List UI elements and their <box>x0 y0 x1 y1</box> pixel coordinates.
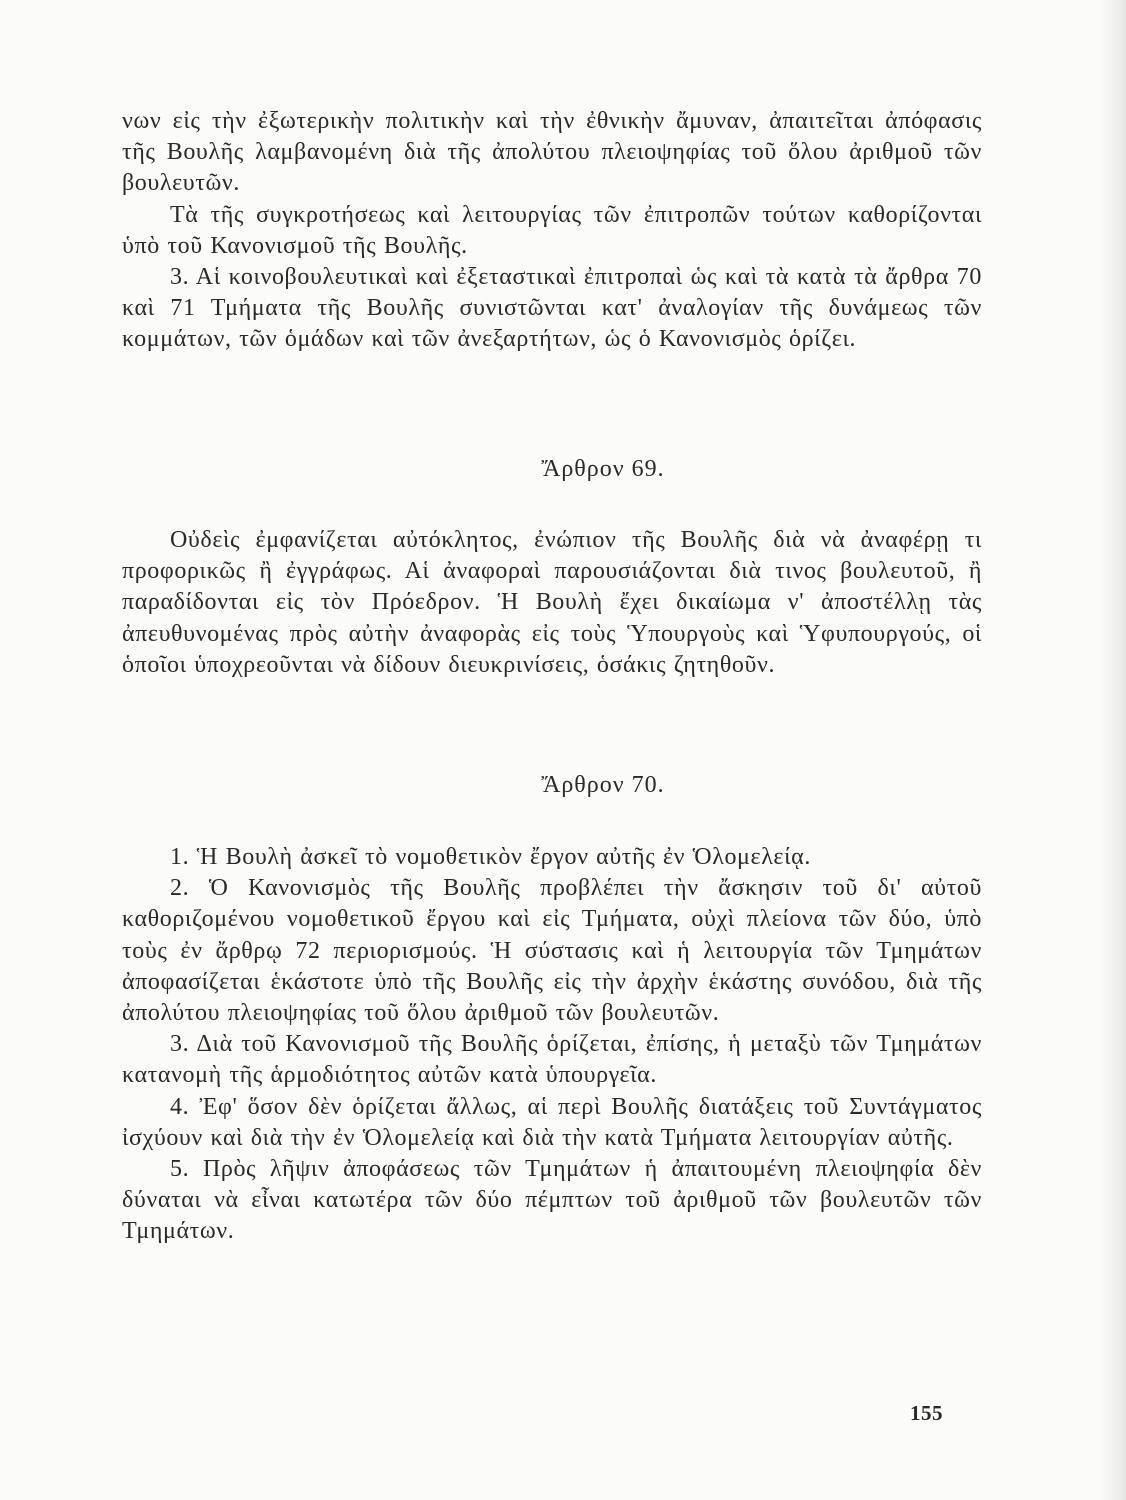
article-70-body <box>122 842 982 1248</box>
article-70-item-5: 5. Πρὸς λῆψιν ἀποφάσεως τῶν Τμημάτων ἡ ἀπαιτουμένη πλειοψηφία δὲν δύναται νὰ εἶναι κατωτέρα τῶν δύο πέμπτων τοῦ ἀριθμοῦ τῶν βουλευτῶν τῶν Τμημάτων. <box>122 1156 982 1245</box>
article-70-item-4: 4. Ἐφ' ὅσον δὲν ὁρίζεται ἄλλως, αἱ περὶ Βουλῆς διατάξεις τοῦ Συντάγματος ἰσχύουν καὶ διὰ τὴν ἐν Ὁλομελείᾳ καὶ διὰ τὴν κατὰ Τμήματα λειτουργίαν αὐτῆς. <box>122 1093 982 1151</box>
paragraph-item-3: 3. Αἱ κοινοβουλευτικαὶ καὶ ἐξεταστικαὶ ἐπιτροπαὶ ὡς καὶ τὰ κατὰ τὰ ἄρθρα 70 καὶ 71 Τμήματα τῆς Βουλῆς συνιστῶνται κατ' ἀναλογίαν τῆς δυνάμεως τῶν κομμάτων, τῶν ὁμάδων καὶ τῶν ἀνεξαρτήτων, ὡς ὁ Κανονισμὸς ὁρίζει. <box>122 264 982 353</box>
article-70-item-3: 3. Διὰ τοῦ Κανονισμοῦ τῆς Βουλῆς ὁρίζεται, ἐπίσης, ἡ μεταξὺ τῶν Τμημάτων κατανομὴ τῆς ἁρμοδιότητος αὐτῶν κατὰ ὑπουργεῖα. <box>122 1031 982 1089</box>
page-number: 155 <box>910 1401 943 1425</box>
paragraph-committees: Τὰ τῆς συγκροτήσεως καὶ λειτουργίας τῶν ἐπιτροπῶν τούτων καθορίζονται ὑπὸ τοῦ Κανονισμοῦ τῆς Βουλῆς. <box>122 201 982 259</box>
article-69-heading: Ἄρθρον 69. <box>541 456 665 482</box>
paragraph-continued: νων εἰς τὴν ἐξωτερικὴν πολιτικὴν καὶ τὴν ἐθνικὴν ἄμυναν, ἀπαιτεῖται ἀπόφασις τῆς Βουλῆς λαμβανομένη διὰ τῆς ἀπολύτου πλειοψηφίας τοῦ ὅλου ἀριθμοῦ τῶν βουλευτῶν. <box>122 108 982 197</box>
article-69-paragraph: Οὐδεὶς ἐμφανίζεται αὐτόκλητος, ἐνώπιον τῆς Βουλῆς διὰ νὰ ἀναφέρῃ τι προφορικῶς ἢ ἐγγράφως. Αἱ ἀναφοραὶ παρουσιάζονται διὰ τινος βουλευτοῦ, ἢ παραδίδονται εἰς τὸν Πρόεδρον. Ἡ Βουλὴ ἔχει δικαίωμα ν' ἀποστέλλῃ τὰς ἀπευθυνομένας πρὸς αὐτὴν ἀναφορὰς εἰς τοὺς Ὑπουργοὺς καὶ Ὑφυπουργούς, οἱ ὁποῖοι ὑποχρεοῦνται νὰ δίδουν διευκρινίσεις, ὁσάκις ζητηθοῦν. <box>122 527 982 678</box>
article-69-body <box>122 525 982 681</box>
page-edge-shadow <box>1100 0 1126 1500</box>
article-70-item-2: 2. Ὁ Κανονισμὸς τῆς Βουλῆς προβλέπει τὴν ἄσκησιν τοῦ δι' αὐτοῦ καθοριζομένου νομοθετικοῦ ἔργου καὶ εἰς Τμήματα, οὐχὶ πλείονα τῶν δύο, ὑπὸ τοὺς ἐν ἄρθρῳ 72 περιορισμούς. Ἡ σύστασις καὶ ἡ λειτουργία τῶν Τμημάτων ἀποφασίζεται ἑκάστοτε ὑπὸ τῆς Βουλῆς εἰς τὴν ἀρχὴν ἑκάστης συνόδου, διὰ τῆς ἀπολύτου πλειοψηφίας τοῦ ὅλου ἀριθμοῦ τῶν βουλευτῶν. <box>122 875 982 1027</box>
article-70-item-1: 1. Ἡ Βουλὴ ἀσκεῖ τὸ νομοθετικὸν ἔργον αὐτῆς ἐν Ὁλομελείᾳ. <box>170 844 811 870</box>
continued-text-block <box>122 106 982 356</box>
article-70-heading: Ἄρθρον 70. <box>541 772 665 798</box>
